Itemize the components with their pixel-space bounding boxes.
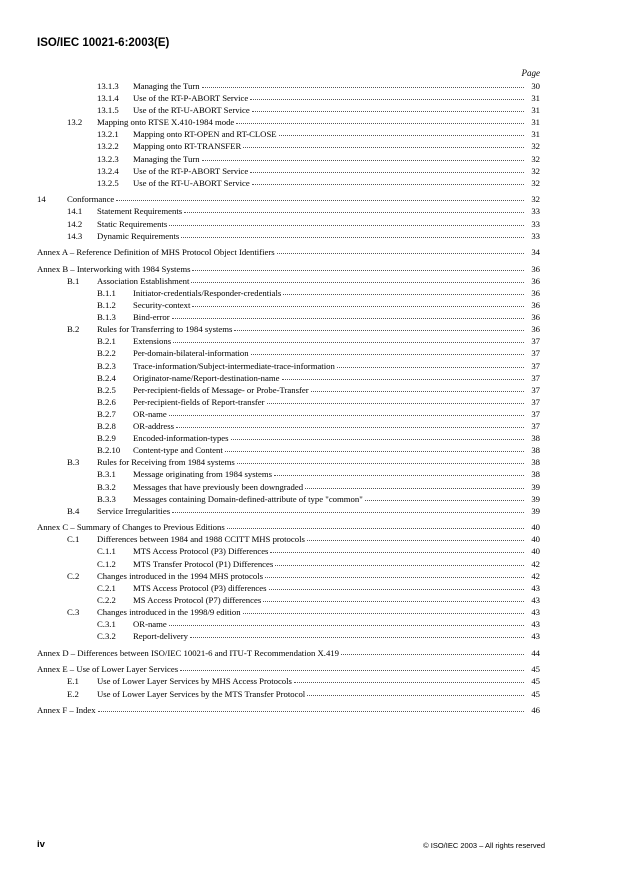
toc-entry-page: 38 bbox=[531, 457, 540, 468]
toc-entry-page: 44 bbox=[531, 647, 540, 658]
dot-leader bbox=[341, 646, 524, 655]
toc-entry-number: 13.2.2 bbox=[97, 141, 119, 152]
toc-entry-title: Annex F – Index bbox=[37, 705, 96, 716]
dot-leader bbox=[250, 164, 524, 173]
toc-entry-number: E.1 bbox=[67, 676, 79, 687]
toc-entry[interactable] bbox=[0, 704, 619, 716]
toc-entry-title: Changes introduced in the 1998/9 edition bbox=[97, 606, 241, 617]
toc-entry-page: 43 bbox=[531, 631, 540, 642]
toc-entry-page: 34 bbox=[531, 247, 540, 258]
toc-entry-title: MTS Transfer Protocol (P1) Differences bbox=[133, 558, 274, 569]
page-number: iv bbox=[37, 839, 45, 850]
toc-entry-number: 13.2.3 bbox=[97, 153, 119, 164]
toc-entry-page: 37 bbox=[531, 408, 540, 419]
toc-entry-title: Annex A – Reference Definition of MHS Protocol Object Identifiers bbox=[37, 247, 275, 258]
toc-entry-number: B.1.2 bbox=[97, 300, 116, 311]
dot-leader bbox=[252, 176, 524, 185]
dot-leader bbox=[263, 593, 524, 602]
toc-entry-page: 36 bbox=[531, 275, 540, 286]
toc-entry[interactable] bbox=[0, 177, 619, 189]
toc-entry-title: OR-address bbox=[133, 421, 175, 432]
toc-entry-title: Mapping onto RTSE X.410-1984 mode bbox=[97, 117, 235, 128]
toc-entry-title: Service Irregularities bbox=[97, 505, 171, 516]
dot-leader bbox=[169, 217, 524, 226]
toc-entry-title: Extensions bbox=[133, 336, 172, 347]
toc-entry-page: 45 bbox=[531, 664, 540, 675]
dot-leader bbox=[274, 467, 524, 476]
toc-entry-number: 14.1 bbox=[67, 206, 83, 217]
toc-entry-title: Use of Lower Layer Services by the MTS Transfer Protocol bbox=[97, 688, 306, 699]
toc-entry-number: 14 bbox=[37, 194, 46, 205]
dot-leader bbox=[305, 480, 524, 489]
toc-entry-title: Mapping onto RT-TRANSFER bbox=[133, 141, 242, 152]
dot-leader bbox=[265, 569, 524, 578]
toc-entry-page: 37 bbox=[531, 360, 540, 371]
dot-leader bbox=[184, 204, 524, 213]
toc-entry-title: Managing the Turn bbox=[133, 81, 200, 91]
toc-entry-number: 13.2.1 bbox=[97, 129, 119, 140]
toc-entry[interactable] bbox=[0, 230, 619, 242]
dot-leader bbox=[202, 152, 524, 161]
toc-entry-page: 40 bbox=[531, 534, 540, 545]
toc-entry-page: 40 bbox=[531, 546, 540, 557]
dot-leader bbox=[172, 310, 524, 319]
toc-entry-page: 37 bbox=[531, 384, 540, 395]
toc-entry-title: Managing the Turn bbox=[133, 153, 200, 164]
toc-entry-title: Rules for Receiving from 1984 systems bbox=[97, 457, 235, 468]
toc-entry-title: Trace-information/Subject-intermediate-trace-information bbox=[133, 360, 335, 371]
copyright-notice: © ISO/IEC 2003 – All rights reserved bbox=[423, 841, 545, 850]
toc-entry-number: 14.2 bbox=[67, 218, 83, 229]
toc-entry-page: 31 bbox=[531, 129, 540, 140]
dot-leader bbox=[243, 139, 524, 148]
toc-entry-page: 36 bbox=[531, 312, 540, 323]
toc-entry-page: 37 bbox=[531, 421, 540, 432]
dot-leader bbox=[180, 662, 524, 671]
toc-entry-title: Per-recipient-fields of Report-transfer bbox=[133, 396, 265, 407]
toc-entry-page: 32 bbox=[531, 177, 540, 188]
toc-entry-number: B.1 bbox=[67, 275, 80, 286]
toc-entry[interactable] bbox=[0, 347, 619, 359]
toc-entry-page: 31 bbox=[531, 105, 540, 116]
dot-leader bbox=[227, 520, 524, 529]
toc-entry-page: 37 bbox=[531, 336, 540, 347]
toc-entry-title: Annex B – Interworking with 1984 Systems bbox=[37, 263, 191, 274]
dot-leader bbox=[173, 334, 524, 343]
toc-entry-title: Content-type and Content bbox=[133, 445, 223, 456]
dot-leader bbox=[98, 703, 524, 712]
toc-entry-page: 43 bbox=[531, 594, 540, 605]
toc-entry-title: Use of the RT-U-ABORT Service bbox=[133, 105, 250, 116]
toc-entry-number: C.3 bbox=[67, 606, 80, 617]
toc-entry-number: B.2.7 bbox=[97, 408, 116, 419]
toc-entry[interactable] bbox=[0, 505, 619, 517]
toc-entry-number: B.2.5 bbox=[97, 384, 116, 395]
toc-entry-title: Statement Requirements bbox=[97, 206, 183, 217]
toc-entry-title: Annex C – Summary of Changes to Previous Editions bbox=[37, 522, 225, 533]
toc-entry-page: 32 bbox=[531, 141, 540, 152]
toc-entry-page: 36 bbox=[531, 300, 540, 311]
toc-entry-number: 13.2 bbox=[67, 117, 83, 128]
toc-entry[interactable] bbox=[0, 246, 619, 258]
dot-leader bbox=[181, 229, 524, 238]
toc-entry-number: B.2.9 bbox=[97, 433, 116, 444]
toc-entry-title: Messages containing Domain-defined-attribute of type "common" bbox=[133, 493, 363, 504]
toc-entry-number: B.2.6 bbox=[97, 396, 116, 407]
dot-leader bbox=[250, 91, 524, 100]
toc-entry[interactable] bbox=[0, 372, 619, 384]
toc-entry-title: MTS Access Protocol (P3) differences bbox=[133, 582, 267, 593]
toc-entry-page: 33 bbox=[531, 218, 540, 229]
toc-entry-title: Report-delivery bbox=[133, 631, 189, 642]
toc-entry-page: 43 bbox=[531, 582, 540, 593]
toc-entry-page: 36 bbox=[531, 324, 540, 335]
toc-entry-page: 39 bbox=[531, 493, 540, 504]
toc-entry-number: C.1 bbox=[67, 534, 80, 545]
dot-leader bbox=[116, 192, 524, 201]
toc-entry-page: 45 bbox=[531, 688, 540, 699]
toc-entry-page: 38 bbox=[531, 469, 540, 480]
toc-entry-number: C.3.1 bbox=[97, 619, 116, 630]
toc-entry-title: Per-domain-bilateral-information bbox=[133, 348, 249, 359]
toc-entry-number: C.2.2 bbox=[97, 594, 116, 605]
toc-entry-number: 13.2.4 bbox=[97, 165, 119, 176]
toc-entry-page: 33 bbox=[531, 206, 540, 217]
toc-entry-title: Conformance bbox=[67, 194, 115, 205]
dot-leader bbox=[236, 115, 524, 124]
dot-leader bbox=[252, 103, 524, 112]
toc-entry-page: 32 bbox=[531, 194, 540, 205]
toc-entry-title: MTS Access Protocol (P3) Differences bbox=[133, 546, 269, 557]
toc-entry-number: E.2 bbox=[67, 688, 79, 699]
toc-entry-title: Association Establishment bbox=[97, 275, 190, 286]
toc-entry-number: B.4 bbox=[67, 505, 80, 516]
toc-entry-title: Initiator-credentials/Responder-credentials bbox=[133, 288, 282, 298]
toc-entry-number: C.2 bbox=[67, 570, 80, 581]
toc-entry-page: 33 bbox=[531, 230, 540, 241]
toc-entry-title: OR-name bbox=[133, 408, 167, 419]
toc-entry-page: 31 bbox=[531, 117, 540, 128]
toc-entry-title: Messages that have previously been downgraded bbox=[133, 481, 304, 492]
toc-entry-number: C.1.2 bbox=[97, 558, 116, 569]
toc-entry-title: Changes introduced in the 1994 MHS protocols bbox=[97, 570, 264, 581]
dot-leader bbox=[365, 492, 524, 501]
toc-entry-number: C.2.1 bbox=[97, 582, 116, 593]
toc-entry-number: B.3.2 bbox=[97, 481, 116, 492]
toc-entry-page: 39 bbox=[531, 481, 540, 492]
toc-entry-number: 13.1.5 bbox=[97, 105, 119, 116]
toc-entry-title: Originator-name/Report-destination-name bbox=[133, 372, 280, 383]
dot-leader bbox=[307, 687, 524, 696]
toc-entry-number: B.2.1 bbox=[97, 336, 116, 347]
dot-leader bbox=[269, 581, 524, 590]
dot-leader bbox=[231, 431, 524, 440]
dot-leader bbox=[277, 245, 524, 254]
toc-entry-number: 14.3 bbox=[67, 230, 83, 241]
dot-leader bbox=[275, 557, 524, 566]
toc-entry-title: Use of Lower Layer Services by MHS Access Protocols bbox=[97, 676, 292, 687]
toc-entry-title: Message originating from 1984 systems bbox=[133, 469, 272, 480]
toc-entry-number: B.3.3 bbox=[97, 493, 116, 504]
dot-leader bbox=[337, 359, 524, 368]
toc-entry-page: 42 bbox=[531, 570, 540, 581]
table-of-contents bbox=[0, 80, 619, 716]
toc-entry-number: B.2.8 bbox=[97, 421, 116, 432]
toc-entry-title: MS Access Protocol (P7) differences bbox=[133, 594, 262, 605]
toc-entry-title: OR-name bbox=[133, 619, 167, 630]
toc-entry-page: 31 bbox=[531, 93, 540, 104]
toc-entry-title: Rules for Transferring to 1984 systems bbox=[97, 324, 233, 335]
document-header: ISO/IEC 10021-6:2003(E) bbox=[37, 37, 170, 49]
dot-leader bbox=[191, 274, 524, 283]
dot-leader bbox=[270, 544, 524, 553]
toc-entry-title: Mapping onto RT-OPEN and RT-CLOSE bbox=[133, 129, 277, 140]
toc-entry-page: 37 bbox=[531, 348, 540, 359]
dot-leader bbox=[267, 395, 524, 404]
toc-entry-page: 42 bbox=[531, 558, 540, 569]
toc-entry-title: Use of the RT-U-ABORT Service bbox=[133, 177, 250, 188]
toc-entry-page: 38 bbox=[531, 433, 540, 444]
dot-leader bbox=[202, 79, 524, 88]
toc-entry-number: B.3.1 bbox=[97, 469, 116, 480]
toc-entry-title: Annex E – Use of Lower Layer Services bbox=[37, 664, 179, 675]
toc-entry-page: 45 bbox=[531, 676, 540, 687]
toc-entry-number: B.1.3 bbox=[97, 312, 116, 323]
toc-entry-page: 39 bbox=[531, 505, 540, 516]
toc-entry-page: 36 bbox=[531, 263, 540, 274]
toc-entry-title: Static Requirements bbox=[97, 218, 168, 229]
dot-leader bbox=[251, 346, 524, 355]
toc-entry-title: Encoded-information-types bbox=[133, 433, 229, 444]
toc-entry-title: Annex D – Differences between ISO/IEC 10021-6 and ITU-T Recommendation X.419 bbox=[37, 647, 339, 658]
toc-entry[interactable] bbox=[0, 688, 619, 700]
toc-entry-number: 13.1.3 bbox=[97, 81, 119, 91]
toc-entry-page: 43 bbox=[531, 619, 540, 630]
dot-leader bbox=[243, 605, 524, 614]
toc-entry-title: Use of the RT-P-ABORT Service bbox=[133, 93, 249, 104]
toc-entry-number: B.1.1 bbox=[97, 288, 116, 298]
toc-entry-number: 13.2.5 bbox=[97, 177, 119, 188]
toc-entry-number: B.2.3 bbox=[97, 360, 116, 371]
dot-leader bbox=[307, 532, 524, 541]
toc-entry-title: Use of the RT-P-ABORT Service bbox=[133, 165, 249, 176]
page-column-label: Page bbox=[521, 68, 540, 78]
toc-entry-number: C.3.2 bbox=[97, 631, 116, 642]
toc-entry[interactable] bbox=[0, 647, 619, 659]
toc-entry-page: 43 bbox=[531, 606, 540, 617]
dot-leader bbox=[176, 419, 524, 428]
dot-leader bbox=[192, 298, 524, 307]
toc-entry-number: B.2.10 bbox=[97, 445, 121, 456]
toc-entry-number: B.3 bbox=[67, 457, 80, 468]
toc-entry-title: Per-recipient-fields of Message- or Probe-Transfer bbox=[133, 384, 309, 395]
dot-leader bbox=[237, 455, 524, 464]
dot-leader bbox=[279, 127, 524, 136]
toc-entry-title: Bind-error bbox=[133, 312, 170, 323]
dot-leader bbox=[282, 371, 525, 380]
dot-leader bbox=[169, 407, 524, 416]
dot-leader bbox=[172, 504, 524, 513]
toc-entry-page: 38 bbox=[531, 445, 540, 456]
toc-entry-page: 36 bbox=[531, 288, 540, 298]
toc-entry[interactable] bbox=[0, 630, 619, 642]
toc-entry-number: B.2.2 bbox=[97, 348, 116, 359]
toc-entry-page: 30 bbox=[531, 81, 540, 91]
dot-leader bbox=[283, 286, 524, 295]
toc-entry-title: Dynamic Requirements bbox=[97, 230, 180, 241]
toc-entry-number: 13.1.4 bbox=[97, 93, 119, 104]
dot-leader bbox=[192, 262, 524, 271]
toc-entry-page: 46 bbox=[531, 705, 540, 716]
toc-entry-title: Differences between 1984 and 1988 CCITT MHS protocols bbox=[97, 534, 305, 545]
dot-leader bbox=[169, 617, 524, 626]
dot-leader bbox=[294, 674, 524, 683]
toc-entry-number: C.1.1 bbox=[97, 546, 116, 557]
dot-leader bbox=[190, 629, 524, 638]
toc-entry-title: Security-context bbox=[133, 300, 191, 311]
toc-entry-number: B.2.4 bbox=[97, 372, 116, 383]
toc-entry-page: 40 bbox=[531, 522, 540, 533]
toc-entry-page: 37 bbox=[531, 396, 540, 407]
toc-entry[interactable] bbox=[0, 481, 619, 493]
toc-entry-page: 32 bbox=[531, 153, 540, 164]
dot-leader bbox=[311, 383, 524, 392]
toc-entry-page: 32 bbox=[531, 165, 540, 176]
toc-entry-number: B.2 bbox=[67, 324, 80, 335]
dot-leader bbox=[234, 322, 524, 331]
dot-leader bbox=[225, 443, 524, 452]
toc-entry-page: 37 bbox=[531, 372, 540, 383]
